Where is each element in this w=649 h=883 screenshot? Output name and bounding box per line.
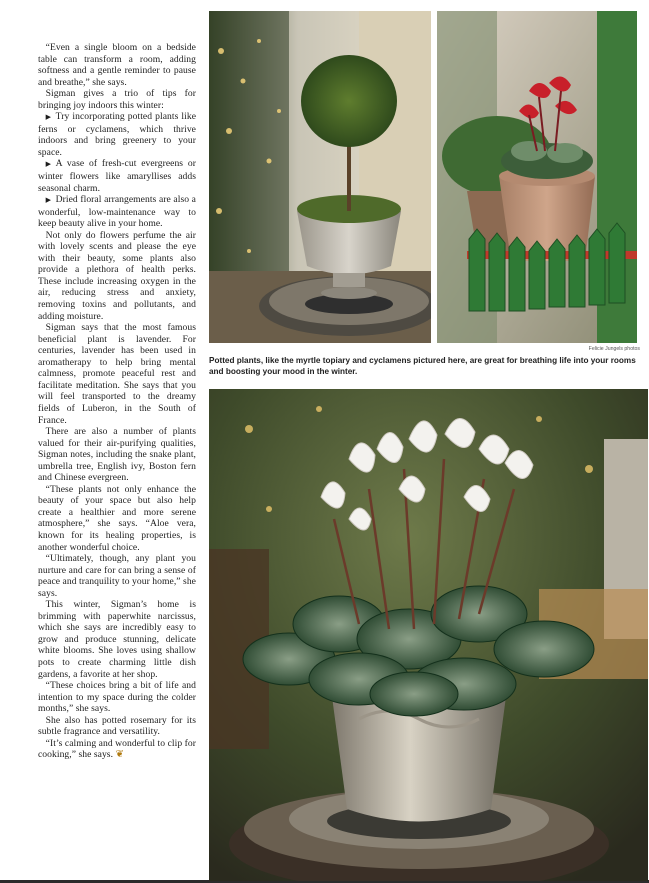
paragraph-text: “It’s calming and wonderful to clip for cooking,” she says. — [38, 737, 196, 761]
paragraph-text: Not only do flowers perfume the air with lovely scents and please the eye with their beauty, some plants also provide a plethora of health perks. These include increasing oxygen in the air, reducing stress and anxiety, removing toxins and pollutants, and adding moisture. — [38, 229, 196, 322]
body-paragraph — [38, 88, 196, 111]
body-paragraph — [38, 230, 196, 322]
article-column — [38, 42, 196, 761]
paragraph-text: There are also a number of plants valued for their air-purifying qualities, Sigman notes, including the snake plant, umbrella tree, English ivy, Boston fern and Chinese evergreen. — [38, 426, 196, 484]
body-paragraph — [38, 680, 196, 715]
body-paragraph — [38, 715, 196, 738]
tip-bullet-item — [38, 194, 196, 230]
end-of-article-mark: ❦ — [115, 749, 124, 761]
photo-red-cyclamen — [437, 11, 637, 343]
tip-bullet-item — [38, 158, 196, 194]
paragraph-text: “These choices bring a bit of life and intention to my space during the colder months,” she says. — [38, 680, 196, 715]
photo-myrtle-topiary — [209, 11, 431, 343]
photo-credit: Felicie Jungels photos — [588, 346, 640, 352]
paragraph-text: “Ultimately, though, any plant you nurture and care for can bring a sense of peace and tranquility to your home,” she says. — [38, 553, 196, 599]
paragraph-text: Sigman says that the most famous beneficial plant is lavender. For centuries, lavender has been used in aromatherapy to help bring mental calmness, promote peaceful rest and facilitate meditation. She says that you will feel transported to the dreamy fields of Luberon, in the South of France. — [38, 322, 196, 426]
body-paragraph — [38, 484, 196, 553]
photo-white-cyclamen — [209, 389, 648, 881]
bullet-triangle-icon: ▶ — [45, 160, 52, 169]
body-paragraph — [38, 738, 196, 761]
photo-caption: Potted plants, like the myrtle topiary and cyclamens pictured here, are great for breathing life into your rooms and boosting your mood in the winter. — [209, 356, 636, 376]
bullet-triangle-icon: ▶ — [45, 113, 52, 122]
body-paragraph — [38, 599, 196, 680]
paragraph-text: A vase of fresh-cut evergreens or winter flowers like amaryllises adds seasonal charm. — [38, 158, 196, 194]
body-paragraph — [38, 322, 196, 426]
paragraph-text: Sigman gives a trio of tips for bringing joy indoors this winter: — [38, 88, 196, 111]
tip-bullet-item — [38, 111, 196, 158]
body-paragraph — [38, 42, 196, 88]
bullet-triangle-icon: ▶ — [45, 196, 52, 205]
paragraph-text: Try incorporating potted plants like ferns or cyclamens, which thrive indoors and bring greenery to your space. — [38, 111, 196, 158]
paragraph-text: “These plants not only enhance the beauty of your space but also help create a healthier and more serene atmosphere,” she says. “Aloe vera, known for its healing properties, is another wonderful choice. — [38, 483, 196, 553]
paragraph-text: “Even a single bloom on a bedside table can transform a room, adding softness and a gentle reminder to pause and breathe,” she says. — [38, 42, 196, 88]
paragraph-text: Dried floral arrangements are also a wonderful, low-maintenance way to keep beauty alive in your home. — [38, 194, 196, 230]
paragraph-text: She also has potted rosemary for its subtle fragrance and versatility. — [38, 714, 196, 738]
body-paragraph — [38, 553, 196, 599]
paragraph-text: This winter, Sigman’s home is brimming with paperwhite narcissus, which she says are incredibly easy to grow and produce stunning, delicate white blooms. She loves using shallow pots to create charming little dish gardens, a favorite at her shop. — [38, 599, 196, 680]
body-paragraph — [38, 426, 196, 484]
